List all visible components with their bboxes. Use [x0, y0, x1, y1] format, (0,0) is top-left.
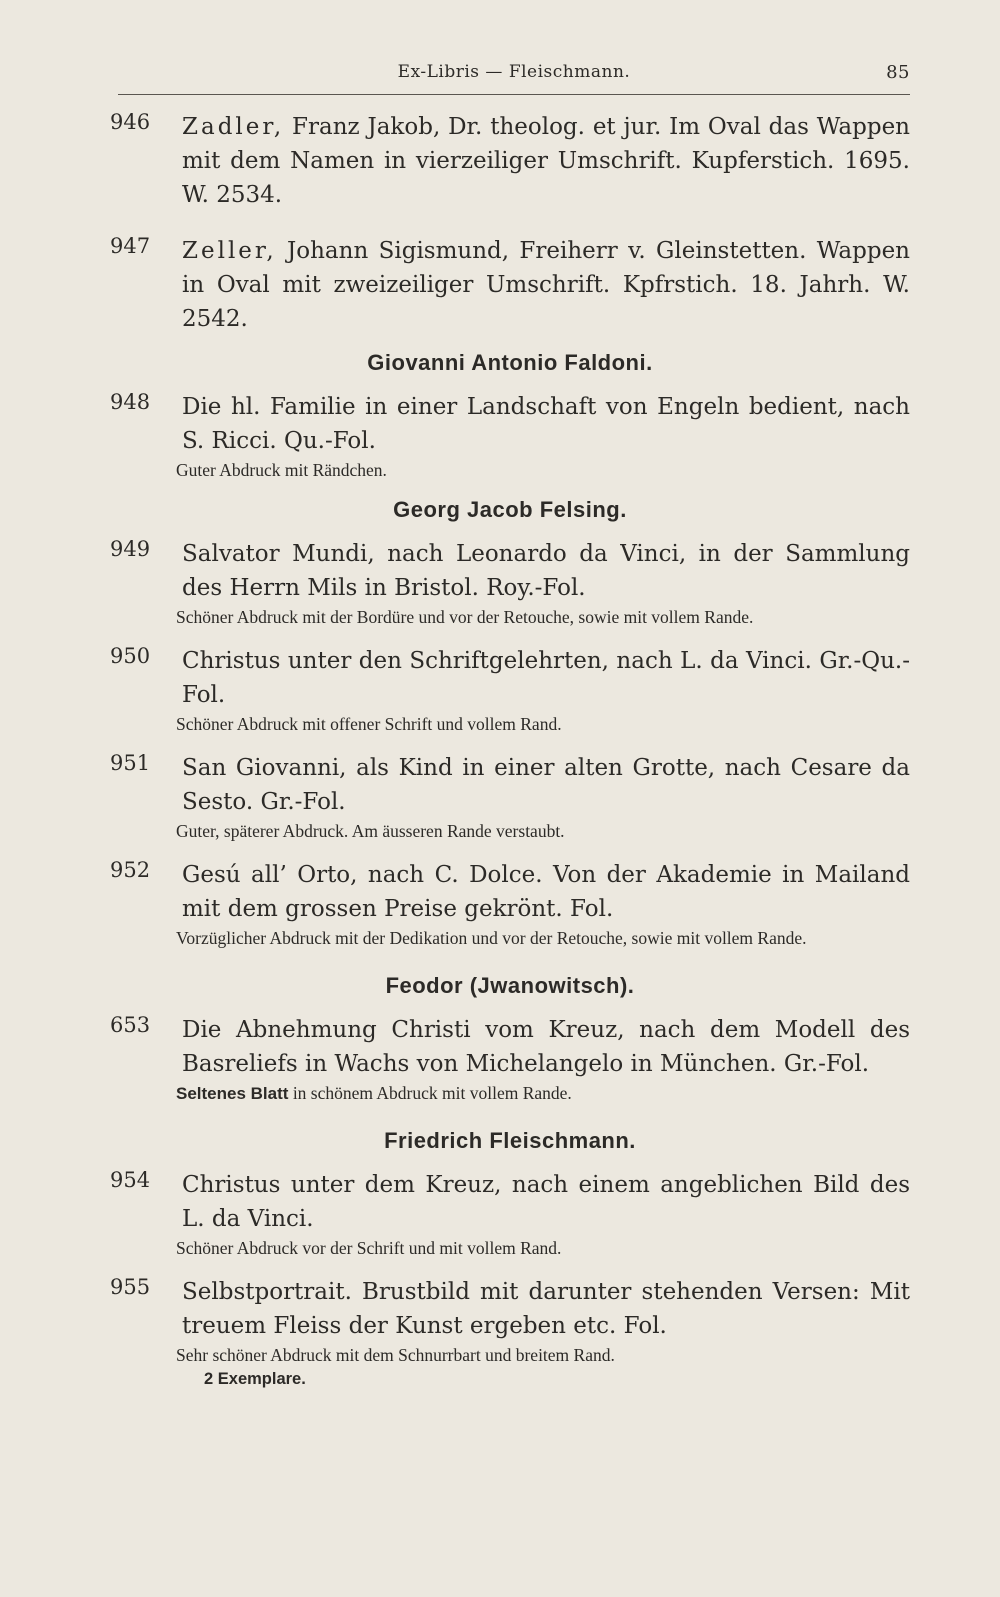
catalog-entry-946: [110, 110, 910, 212]
entry-text: [182, 110, 910, 212]
entry-number: 947: [110, 234, 151, 258]
catalog-entry-954: [110, 1168, 910, 1236]
entry-description: Johann Sigismund, Freiherr v. Gleinstetten. Wappen in Oval mit zweizeiliger Umschrift. Kpfrstich. 18. Jahrh. W. 2542.: [182, 238, 910, 332]
entry-number: 951: [110, 751, 151, 775]
catalog-entry-950: [110, 644, 910, 712]
entry-text: Christus unter dem Kreuz, nach einem angeblichen Bild des L. da Vinci.: [182, 1172, 910, 1232]
catalog-entry-955: [110, 1275, 910, 1343]
catalog-entry-948: [110, 390, 910, 458]
artist-heading: Georg Jacob Felsing.: [393, 497, 627, 522]
note-text: in schönem Abdruck mit vollem Rande.: [288, 1083, 572, 1103]
catalog-entry-653: [110, 1013, 910, 1081]
entry-note: Schöner Abdruck vor der Schrift und mit vollem Rand.: [176, 1238, 562, 1258]
entry-number: 955: [110, 1275, 151, 1299]
artist-heading: Giovanni Antonio Faldoni.: [367, 350, 653, 375]
entry-note: Schöner Abdruck mit der Bordüre und vor der Retouche, sowie mit vollem Rande.: [176, 607, 754, 627]
entry-text: Christus unter den Schriftgelehrten, nach L. da Vinci. Gr.-Qu.-Fol.: [182, 648, 910, 708]
entry-note: Vorzüglicher Abdruck mit der Dedikation und vor der Retouche, sowie mit vollem Rande.: [176, 928, 807, 948]
copies-note: 2 Exemplare.: [204, 1370, 306, 1388]
catalog-entry-951: [110, 751, 910, 819]
page-number: 85: [886, 62, 910, 83]
entry-number: 946: [110, 110, 151, 134]
entry-number: 948: [110, 390, 151, 414]
entry-note: [110, 1081, 910, 1106]
catalog-entry-949: [110, 537, 910, 605]
entry-text: San Giovanni, als Kind in einer alten Grotte, nach Cesare da Sesto. Gr.-Fol.: [182, 755, 910, 815]
entry-text: Selbstportrait. Brustbild mit darunter stehenden Versen: Mit treuem Fleiss der Kunst ergeben etc. Fol.: [182, 1279, 910, 1339]
entry-name: Zeller,: [182, 238, 277, 264]
catalog-content: [110, 110, 910, 1389]
entry-text: Die Abnehmung Christi vom Kreuz, nach dem Modell des Basreliefs in Wachs von Michelangelo in München. Gr.-Fol.: [182, 1017, 910, 1077]
catalog-entry-947: [110, 234, 910, 336]
entry-note: Sehr schöner Abdruck mit dem Schnurrbart und breitem Rand.: [176, 1345, 615, 1365]
entry-note: Guter, späterer Abdruck. Am äusseren Rande verstaubt.: [176, 821, 565, 841]
artist-heading: Feodor (Jwanowitsch).: [385, 973, 635, 998]
entry-name: Zadler,: [182, 114, 285, 140]
entry-number: 949: [110, 537, 151, 561]
entry-number: 954: [110, 1168, 151, 1192]
entry-text: [182, 234, 910, 336]
entry-description: Franz Jakob, Dr. theolog. et jur. Im Oval das Wappen mit dem Namen in vierzeiliger Umschrift. Kupferstich. 1695. W. 2534.: [182, 114, 910, 208]
entry-note: Guter Abdruck mit Rändchen.: [176, 460, 387, 480]
entry-note: Schöner Abdruck mit offener Schrift und vollem Rand.: [176, 714, 562, 734]
catalog-entry-952: [110, 858, 910, 926]
page-header: [118, 60, 910, 95]
entry-text: Die hl. Familie in einer Landschaft von Engeln bedient, nach S. Ricci. Qu.-Fol.: [182, 394, 910, 454]
entry-number: 950: [110, 644, 151, 668]
entry-text: Gesú all’ Orto, nach C. Dolce. Von der Akademie in Mailand mit dem grossen Preise gekrönt. Fol.: [182, 862, 910, 922]
entry-number: 952: [110, 858, 151, 882]
note-emphasis: Seltenes Blatt: [176, 1084, 289, 1103]
running-title: Ex-Libris — Fleischmann.: [397, 62, 631, 82]
entry-text: Salvator Mundi, nach Leonardo da Vinci, in der Sammlung des Herrn Mils in Bristol. Roy.-Fol.: [182, 541, 910, 601]
artist-heading: Friedrich Fleischmann.: [384, 1128, 636, 1153]
entry-number: 653: [110, 1013, 151, 1037]
